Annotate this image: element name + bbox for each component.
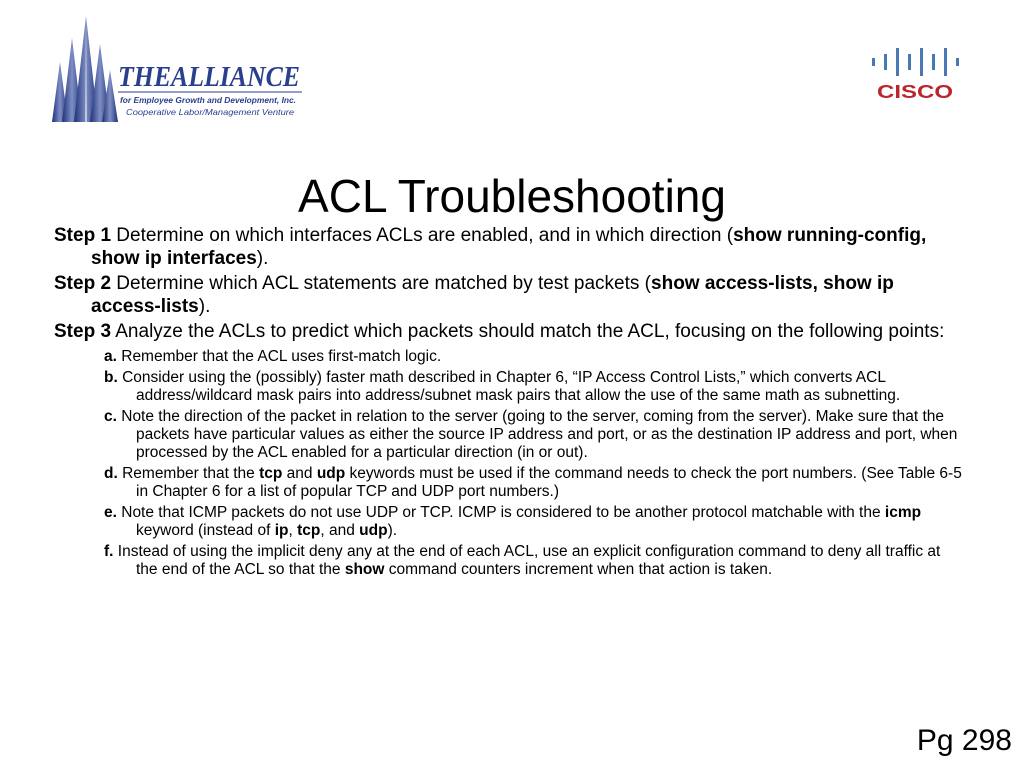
text-run: Instead of using the implicit deny any at the end of each ACL, use an explicit configuration command to deny all traffic at the end of the ACL so that the <box>113 543 941 578</box>
text-run: ). <box>256 248 269 269</box>
text-run: Consider using the (possibly) faster math described in Chapter 6, “IP Access Control Lists,” which converts ACL address/wildcard mask pairs into address/subnet mask pairs that allow the use of the same math as subnetting. <box>117 369 901 404</box>
bold-text: a. <box>104 348 117 365</box>
bold-text: c. <box>104 408 117 425</box>
subpoint-d <box>104 465 964 501</box>
bold-text: Step 2 <box>54 273 112 294</box>
bold-text: udp <box>359 522 388 539</box>
text-run: keywords must be used if the command needs to check the port numbers. (See Table 6-5 in Chapter 6 for a list of popular TCP and UDP port numbers.) <box>136 465 962 500</box>
bold-text: Step 1 <box>54 225 112 246</box>
alliance-tagline: for Employee Growth and Development, Inc. <box>120 95 296 105</box>
text-run: and <box>282 465 317 482</box>
bold-text: tcp <box>259 465 283 482</box>
slide-body <box>54 224 964 582</box>
bold-text: tcp <box>297 522 321 539</box>
bold-text: icmp <box>884 504 922 521</box>
step-3 <box>54 320 964 343</box>
step-2 <box>54 272 964 318</box>
bold-text: e. <box>104 504 117 521</box>
bold-text: ip <box>274 522 289 539</box>
bold-text: d. <box>104 465 118 482</box>
cisco-logo <box>864 44 964 100</box>
text-run: Analyze the ACLs to predict which packets should match the ACL, focusing on the following points: <box>111 321 945 342</box>
bold-text: show <box>344 561 385 578</box>
text-run: command counters increment when that action is taken. <box>384 561 773 578</box>
text-run: keyword (instead of <box>136 522 275 539</box>
text-run: ). <box>387 522 398 539</box>
subpoint-b <box>104 369 964 405</box>
text-run: Note that ICMP packets do not use UDP or TCP. ICMP is considered to be another protocol matchable with the <box>116 504 885 521</box>
subpoint-e <box>104 504 964 540</box>
subpoint-c <box>104 408 964 462</box>
slide-title: ACL Troubleshooting <box>298 169 726 222</box>
subpoint-f <box>104 543 964 579</box>
text-run: , <box>288 522 298 539</box>
text-run: Determine on which interfaces ACLs are enabled, and in which direction ( <box>111 225 734 246</box>
alliance-subtagline: Cooperative Labor/Management Venture <box>126 107 295 117</box>
spires-emblem <box>52 16 118 122</box>
the-alliance-logo <box>46 14 316 126</box>
step-1 <box>54 224 964 270</box>
text-run: Remember that the <box>117 465 260 482</box>
text-run: Remember that the ACL uses first-match logic. <box>116 348 442 365</box>
bold-text: show access-lists, show ip access-lists <box>91 273 894 317</box>
subpoint-a <box>104 348 964 366</box>
cisco-bridge-bars-icon <box>872 48 959 76</box>
bold-text: udp <box>316 465 346 482</box>
bold-text: f. <box>104 543 114 560</box>
text-run: , and <box>320 522 360 539</box>
cisco-wordmark: CISCO <box>877 82 953 100</box>
page-number: Pg 298 <box>916 724 1012 757</box>
text-run: Note the direction of the packet in relation to the server (going to the server, coming from the server). Make sure that the packets have particular values as either the source IP address and port, or as the destination IP address and port, when processed by the ACL enabled for a particular direction (in or out). <box>116 408 958 461</box>
bold-text: show running-config, show ip interfaces <box>91 225 927 269</box>
text-run: ). <box>198 296 211 317</box>
bold-text: b. <box>104 369 118 386</box>
text-run: Determine which ACL statements are matched by test packets ( <box>111 273 652 294</box>
alliance-wordmark: THEALLIANCE <box>118 62 300 93</box>
bold-text: Step 3 <box>54 321 112 342</box>
